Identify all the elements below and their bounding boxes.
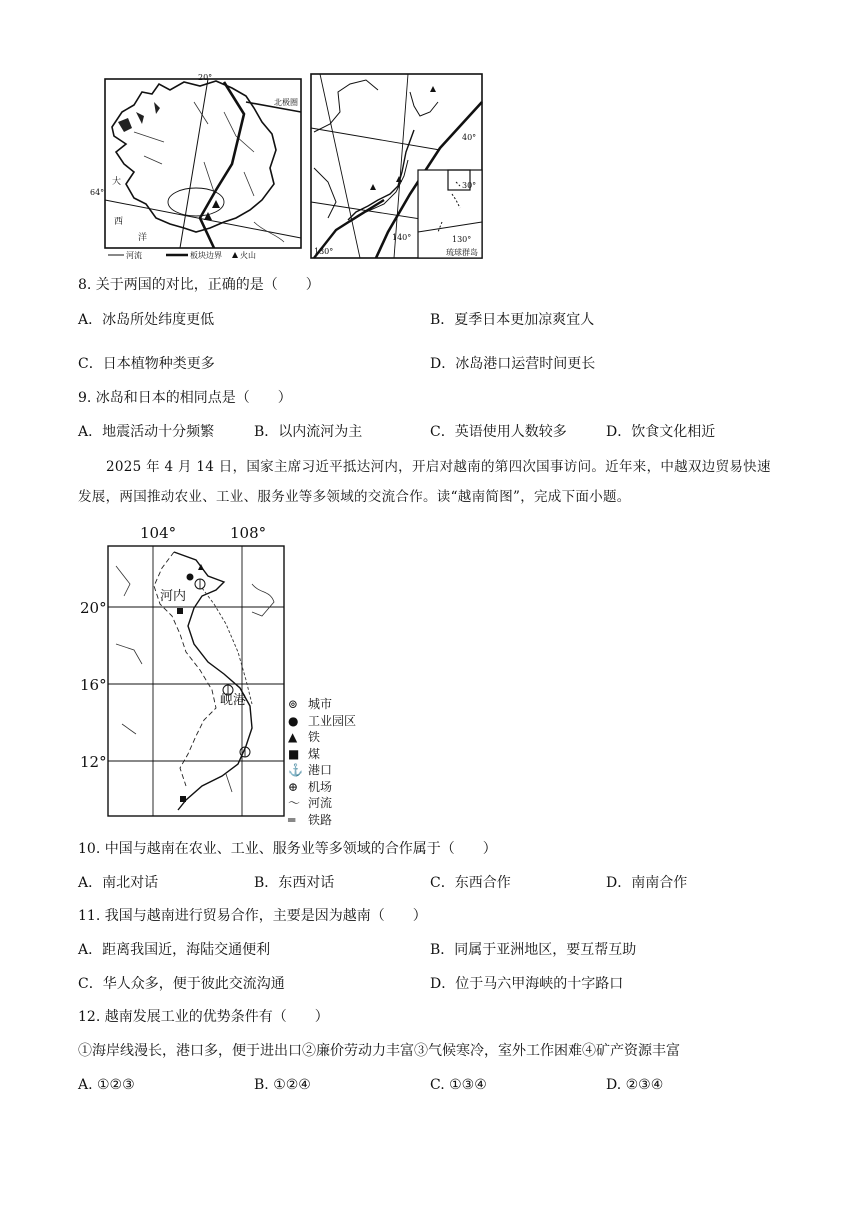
- question-10-stem: 10. 中国与越南在农业、工业、服务业等多领域的合作属于（ ）: [78, 841, 497, 857]
- legend-industrial-park: ● 工业园区: [288, 713, 357, 728]
- legend-airport: ⊕ 机场: [288, 779, 333, 794]
- legend-city: ⊚ 城市: [288, 697, 333, 711]
- question-11-stem: 11. 我国与越南进行贸易合作，主要是因为越南（ ）: [78, 908, 427, 924]
- q9-option-d[interactable]: D．饮食文化相近: [606, 424, 716, 440]
- legend-port: ⚓ 港口: [288, 763, 333, 777]
- legend-coal: ■ 煤: [288, 746, 321, 761]
- q11-option-d[interactable]: D．位于马六甲海峡的十字路口: [430, 976, 624, 992]
- ocean-label-1: 大: [112, 177, 122, 187]
- vietnam-legend: [288, 696, 368, 828]
- lat16-label: 16°: [80, 676, 107, 694]
- q11-option-c[interactable]: C．华人众多，便于彼此交流沟通: [78, 976, 285, 992]
- lat40-label: 40°: [462, 133, 477, 142]
- legend-river: 〜 河流: [288, 796, 333, 810]
- q9-option-c[interactable]: C．英语使用人数较多: [430, 424, 567, 440]
- arctic-label: 北极圈: [274, 98, 298, 107]
- q9-option-a[interactable]: A．地震活动十分频繁: [78, 424, 215, 440]
- passage: 2025 年 4 月 14 日，国家主席习近平抵达河内，开启对越南的第四次国事访问。近年来，中越双边贸易快速发展，两国推动农业、工业、服务业等多领域的交流合作。读“越南简图”，完成下面小题。: [78, 459, 771, 505]
- ocean-label-2: 西: [114, 217, 124, 227]
- q10-option-c[interactable]: C．东西合作: [430, 875, 511, 891]
- q12-option-a[interactable]: A. ①②③: [78, 1077, 135, 1093]
- legend-iron: ▲ 铁: [288, 730, 321, 744]
- city-danang-label: 岘港: [220, 693, 247, 708]
- question-9-stem: 9. 冰岛和日本的相同点是（ ）: [78, 390, 292, 406]
- lat30-label: 30°: [462, 181, 477, 190]
- question-12-statement: ①海岸线漫长，港口多，便于进出口②廉价劳动力丰富③气候寒冷，室外工作困难④矿产资源丰富: [78, 1043, 680, 1059]
- q9-option-b[interactable]: B．以内流河为主: [254, 424, 363, 440]
- lat20-label: 20°: [80, 599, 107, 617]
- q10-option-a[interactable]: A．南北对话: [78, 875, 159, 891]
- city-hanoi-label: 河内: [160, 589, 187, 604]
- q11-option-a[interactable]: A．距离我国近，海陆交通便利: [78, 942, 271, 958]
- legend-railway: ═ 铁路: [288, 812, 333, 827]
- legend-river: 河流: [126, 251, 142, 260]
- ocean-label-3: 洋: [138, 233, 148, 243]
- q12-option-b[interactable]: B. ①②④: [254, 1077, 311, 1093]
- inset-label: 琉球群岛: [446, 248, 478, 257]
- lat12-label: 12°: [80, 753, 107, 771]
- lon140-label: 140°: [392, 233, 412, 242]
- lon20-label: 20°: [198, 73, 213, 82]
- lon130-label-a: 130°: [314, 247, 334, 256]
- q11-option-b[interactable]: B．同属于亚洲地区，要互帮互助: [430, 942, 637, 958]
- legend-volcano: 火山: [240, 251, 256, 260]
- q8-option-c[interactable]: C．日本植物种类更多: [78, 356, 215, 372]
- iceland-map: [90, 72, 304, 262]
- q8-option-a[interactable]: A．冰岛所处纬度更低: [78, 312, 215, 328]
- q12-option-c[interactable]: C. ①③④: [430, 1077, 487, 1093]
- lon130-label-b: 130°: [452, 235, 472, 244]
- lat64-label: 64°: [90, 188, 105, 197]
- q10-option-b[interactable]: B．东西对话: [254, 875, 335, 891]
- question-12-stem: 12. 越南发展工业的优势条件有（ ）: [78, 1009, 329, 1025]
- question-8-stem: 8. 关于两国的对比，正确的是（ ）: [78, 277, 320, 293]
- lon104-label: 104°: [140, 524, 177, 542]
- q12-option-d[interactable]: D. ②③④: [606, 1077, 664, 1093]
- q10-option-d[interactable]: D．南南合作: [606, 875, 688, 891]
- legend-boundary: 板块边界: [190, 251, 222, 260]
- lon108-label: 108°: [230, 524, 267, 542]
- q8-option-d[interactable]: D．冰岛港口运营时间更长: [430, 356, 596, 372]
- q8-option-b[interactable]: B．夏季日本更加凉爽宜人: [430, 312, 595, 328]
- japan-map: [310, 72, 484, 262]
